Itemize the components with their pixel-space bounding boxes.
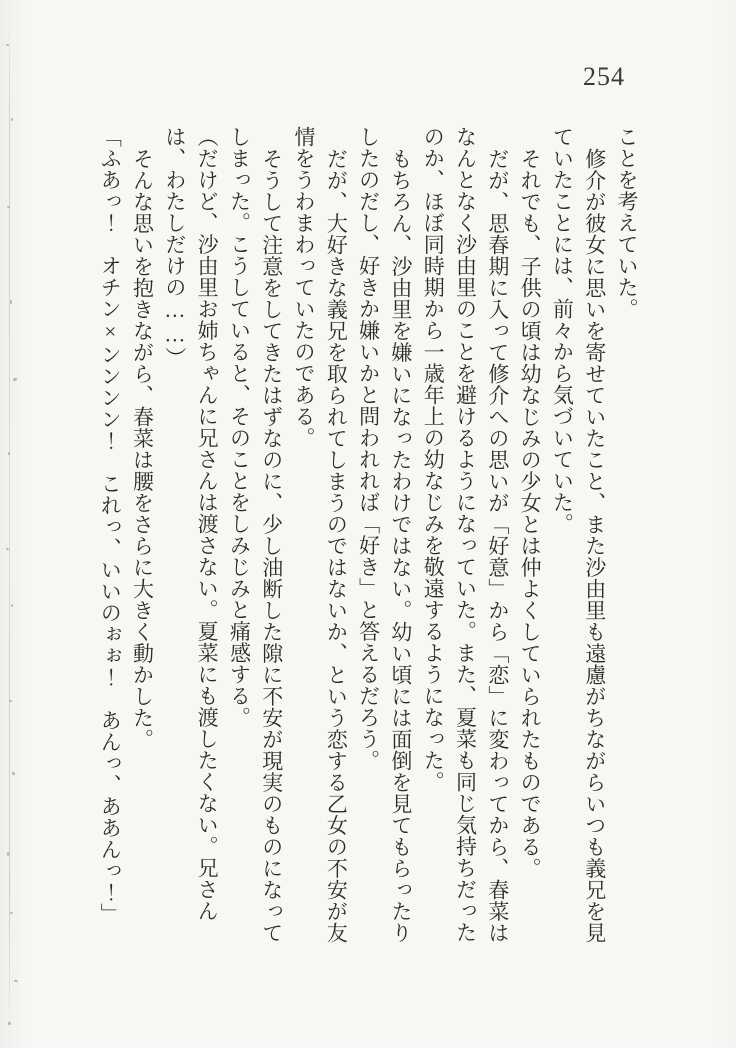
paragraph: ことを考えていた。 [615,126,639,320]
paragraph: それでも、子供の頃は幼なじみの少女とは仲よくしていられたものである。 [518,147,543,879]
paragraph: 「ふあっ！ オチン×ンンンン！ これっ、いいのぉぉ！ あんっ、ああんっ！」 [98,126,123,925]
paragraph: だが、大好きな義兄を取られてしまうのではないか、という恋する乙女の不安が友情をうわまわっていたのである。 [292,126,349,943]
paragraph: もちろん、沙由里を嫌いになったわけではない。幼い頃には面倒を見てもらったりしたのだし、好きか嫌いかと問われれば「好き」と答えるだろう。 [356,126,413,943]
page-number: 254 [583,62,625,91]
paragraph: （だけど、沙由里お姉ちゃんに兄さんは渡さない。夏菜にも渡したくない。兄さんは、わたしだけの……） [162,126,220,922]
body-text [94,126,643,946]
page-edge-line [9,0,10,1048]
paragraph: 修介が彼女に思いを寄せていたこと、また沙由里も遠慮がちながらいつも義兄を見ていたことには、前々から気づいていた。 [550,126,607,943]
paragraph: だが、思春期に入って修介への思いが「好意」から「恋」に変わってから、春菜はなんとなく沙由里のことを避けるようになっていた。また、夏菜も同じ気持ちだったのか、ほぼ同時期から一歳年上の幼なじみを敬遠するようになった。 [421,126,510,943]
paragraph: そんな思いを抱きながら、春菜は腰をさらに大きく動かした。 [130,147,155,750]
paragraph: そうして注意をしてきたはずなのに、少し油断した隙に不安が現実のものになってしまった。こうしていると、そのことをしみじみと痛感する。 [227,126,284,943]
